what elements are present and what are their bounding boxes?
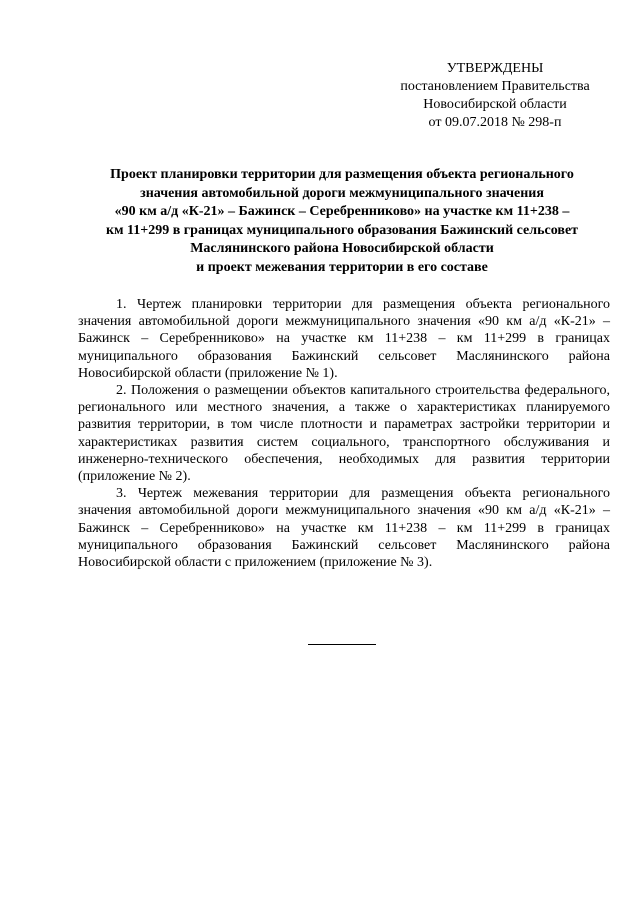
title-line: км 11+299 в границах муниципального образования Бажинский сельсовет [105,222,579,238]
title-line: Проект планировки территории для размещения объекта регионального [110,167,574,182]
title-line: значения автомобильной дороги межмуниципального значения [140,185,544,201]
title-line: и проект межевания территории в его составе [196,259,488,275]
paragraph-3: 3. Чертеж межевания территории для размещения объекта регионального значения автомобильной дороги межмуниципального значения «90 км а/д «К-21» – Бажинск – Серебренниково» на участке км 11+238 – км 11+299 в границах муниципального образования Бажинский сельсовет Маслянинского района Новосибирской области с приложением (приложение № 3). [78,486,610,571]
paragraph-2: 2. Положения о размещении объектов капитального строительства федерального, регионального или местного значения, а также о характеристиках планируемого развития территории, в том числе плотности и параметрах застройки территории и характеристиках развития систем социального, транспортного обслуживания и инженерно-технического обеспечения, необходимых для развития территории (приложение № 2). [78,383,610,485]
approval-heading: УТВЕРЖДЕНЫ [446,61,544,76]
paragraph-1: 1. Чертеж планировки территории для размещения объекта регионального значения автомобильной дороги межмуниципального значения «90 км а/д «К-21» – Бажинск – Серебренниково» на участке км 11+238 – км 11+299 в границах муниципального образования Бажинский сельсовет Маслянинского района Новосибирской области (приложение № 1). [78,297,610,381]
document-body [78,296,610,571]
document-title [70,166,614,278]
approval-authority: постановлением Правительства [400,79,590,94]
approval-region: Новосибирской области [423,97,567,112]
approval-stamp [380,60,610,132]
title-line: «90 км а/д «К-21» – Бажинск – Серебренниково» на участке км 11+238 – [114,204,570,220]
approval-date-number: от 09.07.2018 № 298-п [428,115,562,130]
title-line: Маслянинского района Новосибирской области [190,241,494,257]
closing-rule [308,644,376,645]
